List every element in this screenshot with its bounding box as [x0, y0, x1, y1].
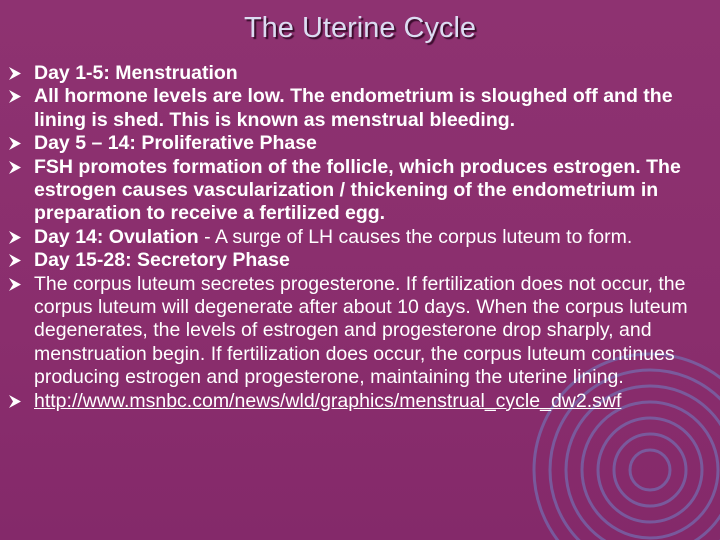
arrowhead-bullet-icon [6, 85, 26, 108]
bullet-item [0, 390, 720, 413]
bullet-text: The corpus luteum secretes progesterone. If fertilization does not occur, the corpus luteum will degenerate after about 10 days. When the corpus luteum degenerates, the levels of estrogen and progesterone drop sharply, and menstruation begin. If fertilization does occur, the corpus luteum continues producing estrogen and progesterone, maintaining the uterine lining. [34, 272, 688, 389]
bullet-item [0, 85, 720, 132]
arrowhead-bullet-icon [6, 62, 26, 85]
bullet-item [0, 132, 720, 155]
bullet-rest: - A surge of LH causes the corpus luteum to form. [198, 225, 633, 248]
arrowhead-bullet-icon [6, 390, 26, 413]
bullet-item [0, 249, 720, 272]
bullet-list [0, 62, 720, 413]
arrowhead-bullet-icon [6, 132, 26, 155]
bullet-item [0, 62, 720, 85]
arrowhead-bullet-icon [6, 226, 26, 249]
bullet-item [0, 226, 720, 249]
slide-title: The Uterine Cycle [243, 12, 477, 44]
bullet-text: Day 5 – 14: Proliferative Phase [34, 132, 317, 155]
bullet-prefix: Day 14: Ovulation [34, 225, 199, 248]
arrowhead-bullet-icon [6, 249, 26, 272]
arrowhead-bullet-icon [6, 273, 26, 296]
arrowhead-bullet-icon [6, 156, 26, 179]
bullet-text: Day 15-28: Secretory Phase [34, 249, 290, 272]
bullet-item [0, 273, 720, 390]
bullet-text [34, 226, 706, 249]
bullet-item [0, 156, 720, 226]
bullet-text: FSH promotes formation of the follicle, which produces estrogen. The estrogen causes vascularization / thickening of the endometrium in preparation to receive a fertilized egg. [34, 155, 681, 225]
video-link[interactable]: http://www.msnbc.com/news/wld/graphics/menstrual_cycle_dw2.swf [34, 389, 622, 412]
bullet-text: All hormone levels are low. The endometrium is sloughed off and the lining is shed. This is known as menstrual bleeding. [34, 85, 673, 131]
bullet-text: Day 1-5: Menstruation [34, 62, 238, 84]
